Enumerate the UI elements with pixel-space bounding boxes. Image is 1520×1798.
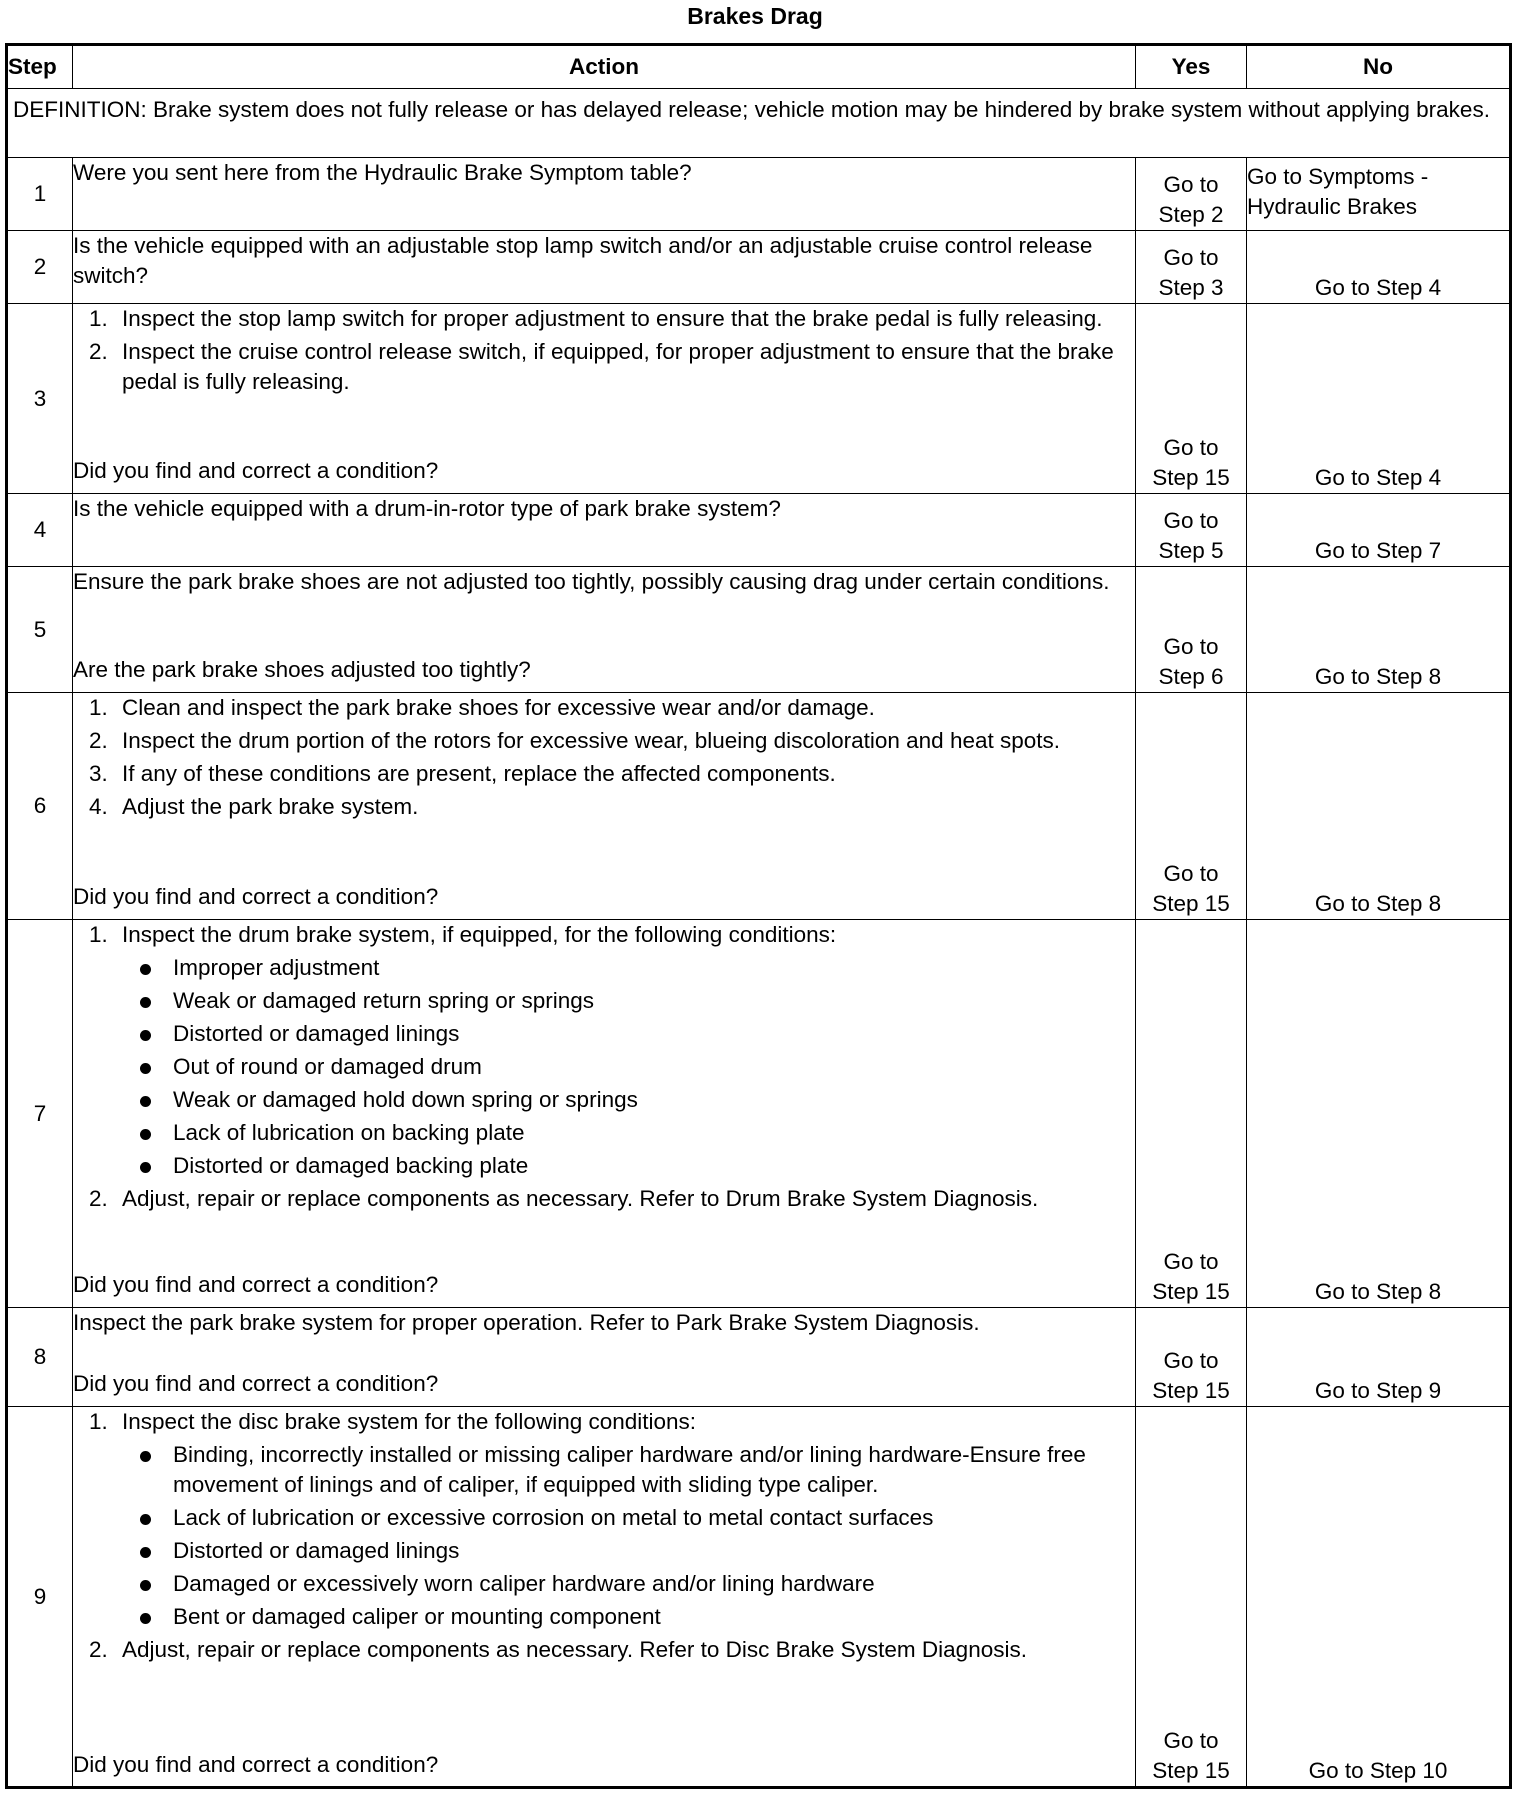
item-text: Inspect the disc brake system for the following conditions: [122,1409,697,1434]
yes-label[interactable]: Go to Step 6 [1158,634,1224,689]
item-number: 1. [89,695,108,720]
action-text: Were you sent here from the Hydraulic Brake Symptom table? [73,160,692,185]
bullet-item [122,1151,1135,1181]
item-text: Clean and inspect the park brake shoes for excessive wear and/or damage. [122,695,875,720]
numbered-list [73,693,1135,822]
bullet-text: Improper adjustment [173,955,380,980]
item-text: Inspect the drum portion of the rotors for excessive wear, blueing discoloration and heat spots. [122,728,1061,753]
item-text: Inspect the cruise control release switch, if equipped, for proper adjustment to ensure that the brake pedal is fully releasing. [122,339,1114,394]
header-row [7,45,1511,89]
bullet-item [122,1118,1135,1148]
bullet-text: Out of round or damaged drum [173,1054,482,1079]
bullet-icon [140,1162,151,1173]
yes-link[interactable] [1136,1308,1247,1407]
action-text: Ensure the park brake shoes are not adjusted too tightly, possibly causing drag under certain conditions. [73,569,1110,594]
bullet-list [122,1440,1135,1632]
no-label[interactable]: Go to Step 8 [1314,1279,1442,1304]
bullet-text: Damaged or excessively worn caliper hardware and/or lining hardware [173,1571,875,1596]
bullet-icon [140,997,151,1008]
yes-link[interactable] [1136,494,1247,567]
step-number: 1 [7,158,73,231]
item-text: If any of these conditions are present, replace the affected components. [122,761,836,786]
no-label[interactable]: Go to Step 10 [1308,1758,1448,1783]
bullet-text: Weak or damaged hold down spring or springs [173,1087,638,1112]
yes-label[interactable]: Go to Step 15 [1152,1728,1230,1783]
no-label[interactable]: Go to Symptoms - Hydraulic Brakes [1247,164,1429,219]
question-text: Did you find and correct a condition? [73,1752,439,1777]
table-row [7,1407,1511,1788]
question-text: Did you find and correct a condition? [73,1371,439,1396]
bullet-icon [140,1096,151,1107]
table-row [7,1308,1511,1407]
table-row [7,494,1511,567]
item-number: 1. [89,922,108,947]
bullet-text: Lack of lubrication or excessive corrosion on metal to metal contact surfaces [173,1505,934,1530]
list-item [73,1635,1135,1665]
no-label[interactable]: Go to Step 4 [1314,465,1442,490]
header-step: Step [7,45,73,89]
yes-label[interactable]: Go to Step 3 [1158,245,1224,300]
yes-label[interactable]: Go to Step 15 [1152,1348,1230,1403]
definition-row [7,89,1511,158]
action-text: Is the vehicle equipped with an adjustable stop lamp switch and/or an adjustable cruise control release switch? [73,233,1093,288]
step-number: 9 [7,1407,73,1788]
table-row [7,567,1511,693]
item-text: Adjust, repair or replace components as necessary. Refer to Drum Brake System Diagnosis. [122,1186,1039,1211]
table-row [7,304,1511,494]
bullet-icon [140,964,151,975]
bullet-item [122,1536,1135,1566]
no-label[interactable]: Go to Step 8 [1314,891,1442,916]
yes-link[interactable] [1136,567,1247,693]
bullet-text: Weak or damaged return spring or springs [173,988,595,1013]
bullet-item [122,1085,1135,1115]
numbered-list [73,1407,1135,1665]
bullet-item [122,1569,1135,1599]
list-item [73,792,1135,822]
no-link[interactable] [1247,920,1511,1308]
bullet-icon [140,1129,151,1140]
item-number: 1. [89,306,108,331]
action-text: Is the vehicle equipped with a drum-in-rotor type of park brake system? [73,496,781,521]
no-label[interactable]: Go to Step 9 [1314,1378,1442,1403]
yes-label[interactable]: Go to Step 5 [1158,508,1224,563]
bullet-text: Distorted or damaged backing plate [173,1153,529,1178]
bullet-icon [140,1063,151,1074]
bullet-icon [140,1580,151,1591]
item-text: Adjust, repair or replace components as necessary. Refer to Disc Brake System Diagnosis. [122,1637,1027,1662]
yes-link[interactable] [1136,1407,1247,1788]
step-number: 8 [7,1308,73,1407]
bullet-icon [140,1613,151,1624]
action-cell [73,693,1136,920]
definition-text: DEFINITION: Brake system does not fully release or has delayed release; vehicle motion may be hindered by brake system without applying brakes. [7,89,1511,158]
item-text: Inspect the stop lamp switch for proper adjustment to ensure that the brake pedal is fully releasing. [122,306,1103,331]
item-number: 3. [89,761,108,786]
item-number: 4. [89,794,108,819]
no-label[interactable]: Go to Step 7 [1314,538,1442,563]
no-link[interactable] [1247,1308,1511,1407]
list-item [73,304,1135,334]
step-number: 4 [7,494,73,567]
yes-link[interactable] [1136,693,1247,920]
bullet-icon [140,1514,151,1525]
header-action: Action [73,45,1136,89]
no-link[interactable] [1247,158,1511,231]
step-number: 5 [7,567,73,693]
item-text: Adjust the park brake system. [122,794,419,819]
numbered-list [73,304,1135,397]
table-row [7,231,1511,304]
action-cell [73,567,1136,693]
action-cell [73,1407,1136,1788]
list-item [73,759,1135,789]
item-number: 2. [89,1637,108,1662]
bullet-icon [140,1030,151,1041]
no-link[interactable] [1247,1407,1511,1788]
bullet-text: Distorted or damaged linings [173,1021,460,1046]
item-number: 2. [89,728,108,753]
question-text: Did you find and correct a condition? [73,458,439,483]
step-number: 7 [7,920,73,1308]
list-item [73,1407,1135,1632]
action-cell [73,494,1136,567]
bullet-icon [140,1547,151,1558]
bullet-text: Lack of lubrication on backing plate [173,1120,525,1145]
step-number: 6 [7,693,73,920]
yes-link[interactable] [1136,158,1247,231]
yes-link[interactable] [1136,231,1247,304]
numbered-list [73,920,1135,1214]
no-label[interactable]: Go to Step 4 [1314,275,1442,300]
no-link[interactable] [1247,567,1511,693]
bullet-text: Binding, incorrectly installed or missing caliper hardware and/or lining hardware-Ensure free movement of linings and of caliper, if equipped with sliding type caliper. [173,1442,1086,1497]
action-text: Inspect the park brake system for proper operation. Refer to Park Brake System Diagnosis. [73,1310,980,1335]
no-link[interactable] [1247,231,1511,304]
bullet-icon [140,1451,151,1462]
yes-label[interactable]: Go to Step 15 [1152,861,1230,916]
action-cell [73,158,1136,231]
yes-label[interactable]: Go to Step 15 [1152,1249,1230,1304]
bullet-item [122,953,1135,983]
item-number: 1. [89,1409,108,1434]
action-cell [73,1308,1136,1407]
page-title: Brakes Drag [687,3,823,29]
list-item [73,1184,1135,1214]
table-row [7,920,1511,1308]
question-text: Did you find and correct a condition? [73,884,439,909]
step-number: 2 [7,231,73,304]
diagnostic-table [5,43,1512,1789]
header-no: No [1247,45,1511,89]
yes-label[interactable]: Go to Step 15 [1152,435,1230,490]
bullet-item [122,1052,1135,1082]
no-link[interactable] [1247,693,1511,920]
yes-label[interactable]: Go to Step 2 [1158,172,1224,227]
table-row [7,158,1511,231]
bullet-item [122,1503,1135,1533]
action-cell [73,920,1136,1308]
no-link[interactable] [1247,494,1511,567]
question-text: Did you find and correct a condition? [73,1272,439,1297]
list-item [73,693,1135,723]
header-yes: Yes [1136,45,1247,89]
action-cell [73,231,1136,304]
bullet-list [122,953,1135,1181]
bullet-text: Distorted or damaged linings [173,1538,460,1563]
step-number: 3 [7,304,73,494]
question-text: Are the park brake shoes adjusted too tightly? [73,657,531,682]
bullet-item [122,1602,1135,1632]
yes-link[interactable] [1136,304,1247,494]
table-row [7,693,1511,920]
yes-link[interactable] [1136,920,1247,1308]
bullet-item [122,1440,1135,1500]
list-item [73,920,1135,1181]
list-item [73,337,1135,397]
no-link[interactable] [1247,304,1511,494]
item-number: 2. [89,339,108,364]
action-cell [73,304,1136,494]
item-text: Inspect the drum brake system, if equipped, for the following conditions: [122,922,837,947]
item-number: 2. [89,1186,108,1211]
no-label[interactable]: Go to Step 8 [1314,664,1442,689]
bullet-item [122,1019,1135,1049]
list-item [73,726,1135,756]
bullet-text: Bent or damaged caliper or mounting component [173,1604,661,1629]
bullet-item [122,986,1135,1016]
